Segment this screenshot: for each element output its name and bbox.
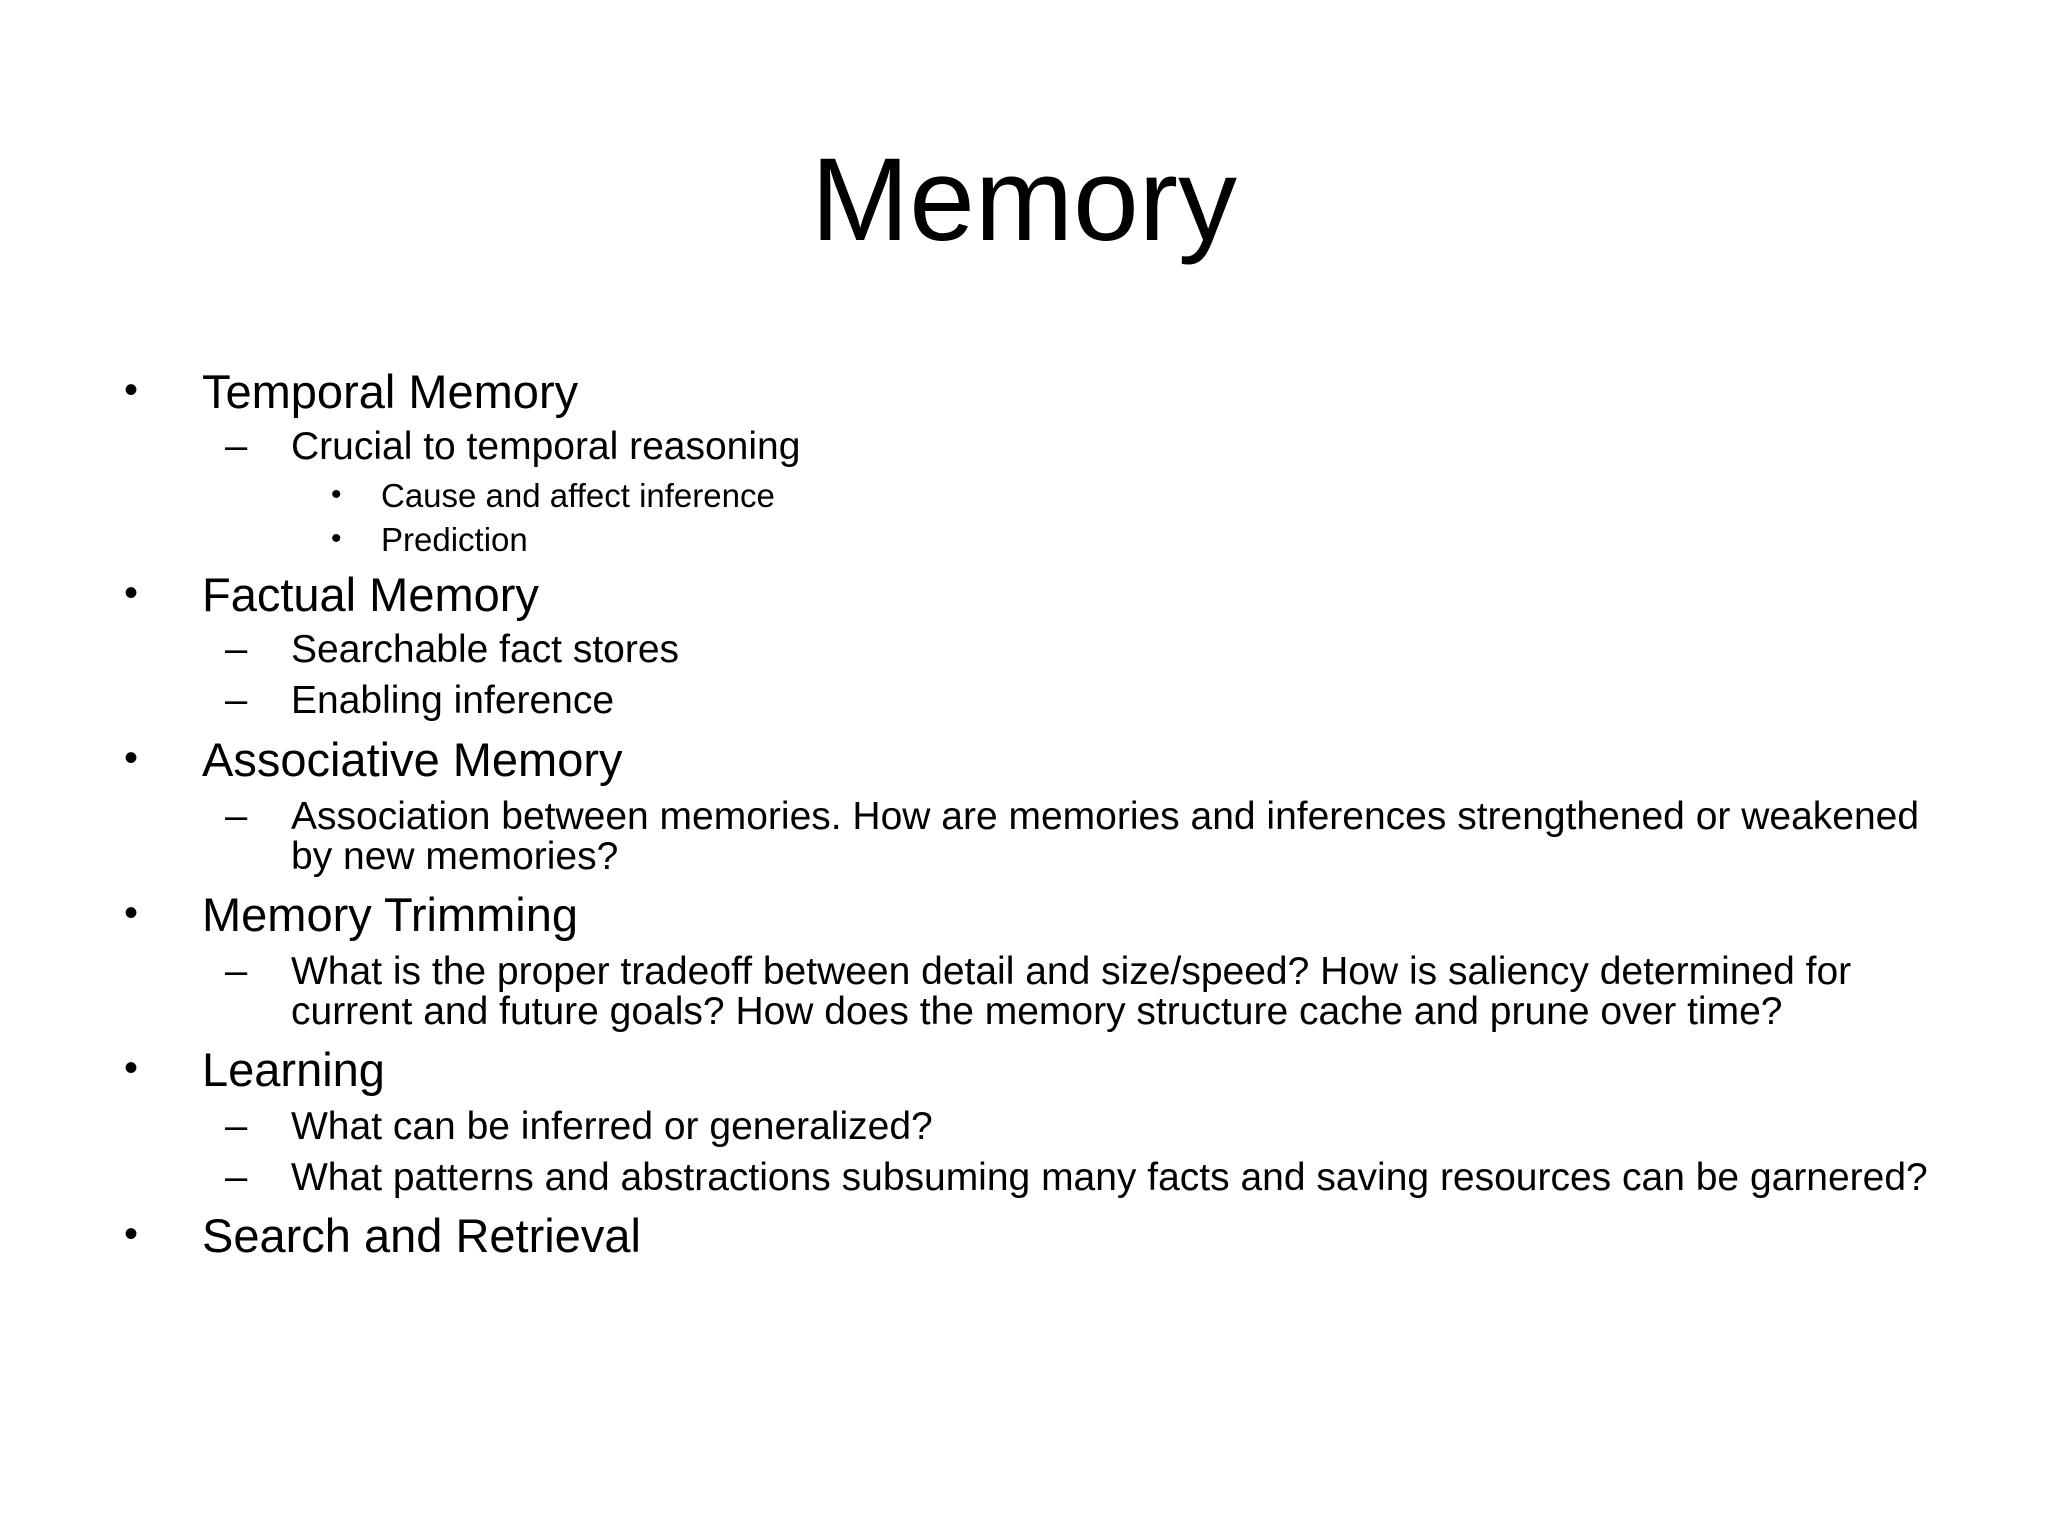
dash-icon: –: [225, 794, 248, 838]
subitem-cause-affect: Cause and affect inference: [381, 477, 775, 514]
dash-icon: –: [225, 1155, 248, 1199]
dash-icon: –: [225, 1104, 248, 1148]
slide-title: Memory: [810, 134, 1238, 266]
subitem-prediction: Prediction: [381, 521, 528, 558]
item-inferred-generalized: What can be inferred or generalized?: [291, 1105, 933, 1148]
item-searchable-fact-stores: Searchable fact stores: [291, 628, 680, 671]
item-trimming-line-2: current and future goals? How does the memory structure cache and prune over time?: [291, 990, 1783, 1033]
bullet-icon: •: [124, 1212, 139, 1256]
bullet-icon: •: [331, 522, 342, 555]
dash-icon: –: [225, 424, 248, 468]
item-association-line-2: by new memories?: [291, 835, 619, 878]
dash-icon: –: [225, 949, 248, 993]
bullet-icon: •: [331, 478, 342, 511]
item-crucial-temporal-reasoning: Crucial to temporal reasoning: [291, 425, 801, 468]
bullet-icon: •: [124, 1046, 139, 1090]
heading-associative-memory: Associative Memory: [202, 733, 623, 786]
bullet-icon: •: [124, 736, 139, 780]
item-patterns-abstractions: What patterns and abstractions subsuming many facts and saving resources can be garnered?: [291, 1156, 1928, 1199]
bullet-icon: •: [124, 891, 139, 935]
heading-factual-memory: Factual Memory: [202, 568, 539, 621]
heading-temporal-memory: Temporal Memory: [202, 365, 579, 418]
item-association-line-1: Association between memories. How are memories and inferences strengthened or weakened: [291, 795, 1920, 838]
heading-memory-trimming: Memory Trimming: [202, 888, 579, 941]
dash-icon: –: [225, 627, 248, 671]
bullet-icon: •: [124, 368, 139, 412]
dash-icon: –: [225, 678, 248, 722]
heading-learning: Learning: [202, 1043, 385, 1096]
item-enabling-inference: Enabling inference: [291, 679, 615, 722]
heading-search-retrieval: Search and Retrieval: [202, 1209, 641, 1262]
item-trimming-line-1: What is the proper tradeoff between detail and size/speed? How is saliency determined for: [291, 950, 1852, 993]
bullet-icon: •: [124, 571, 139, 615]
